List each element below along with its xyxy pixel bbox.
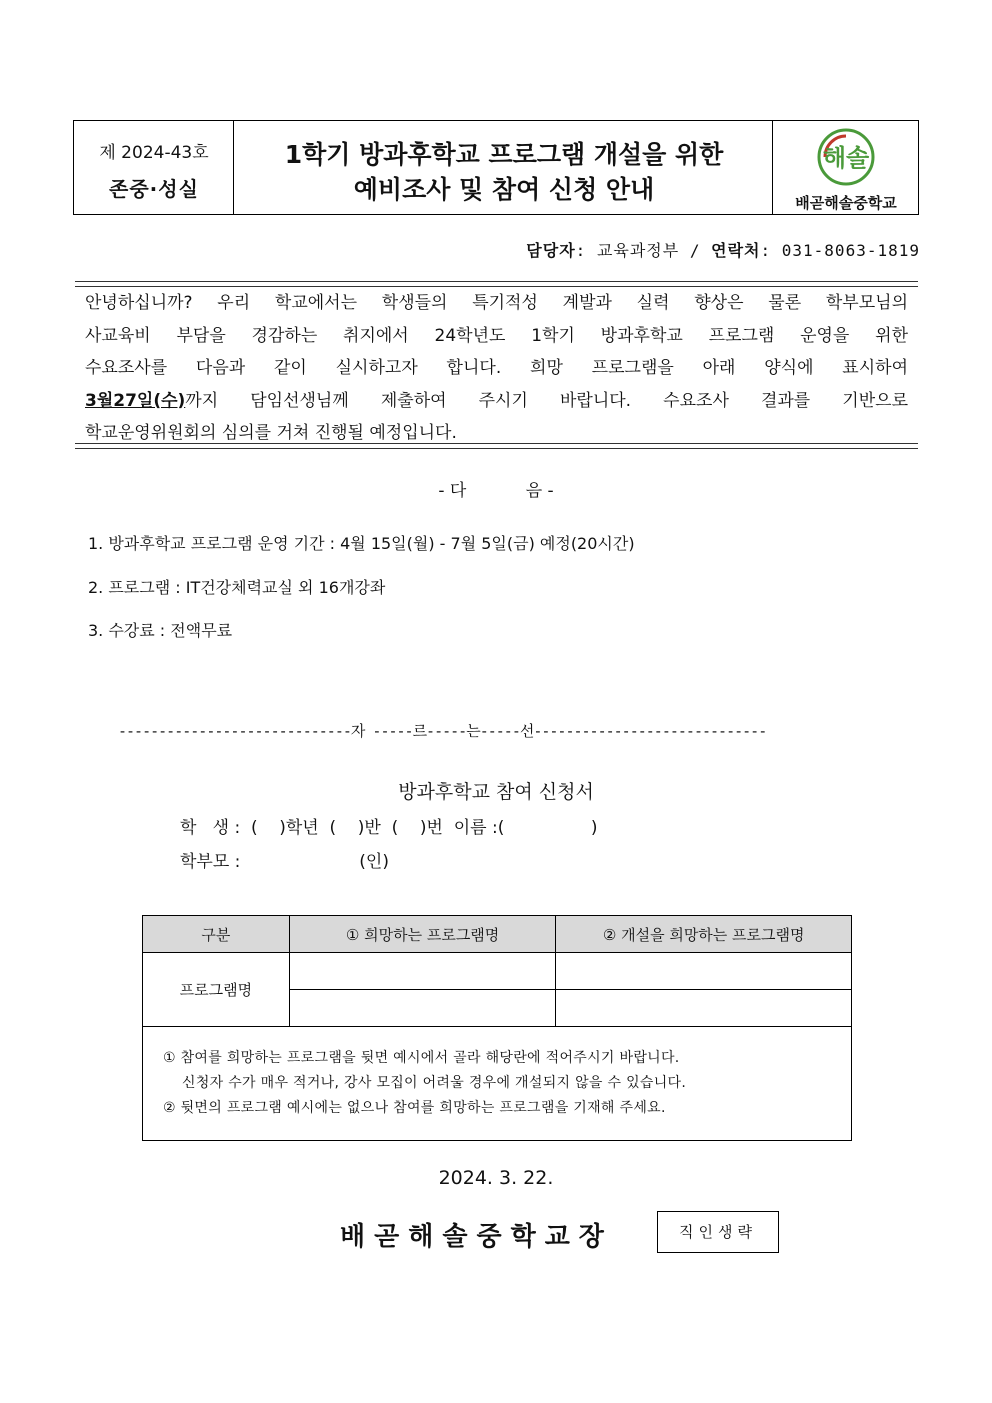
contact-info (526, 238, 920, 261)
document-title-line2: 예비조사 및 참여 신청 안내 (353, 175, 655, 204)
contact-phone-label: 연락처 (711, 241, 761, 260)
parent-info-line: 학부모 : (인) (180, 852, 389, 872)
notice-line: 안녕하십니까? 우리 학교에서는 학생들의 특기적성 계발과 실력 향상은 물론 학부모님의 (85, 293, 908, 313)
header-left-cell (74, 121, 234, 214)
note-line-3: ② 뒷면의 프로그램 예시에는 없으나 참여를 희망하는 프로그램을 기재해 주세요. (163, 1100, 666, 1116)
info-item-fee: 3. 수강료 : 전액무료 (88, 621, 233, 640)
section-title: - 다 음 - (438, 481, 554, 501)
notice-paragraph (85, 287, 908, 450)
form-title: 방과후학교 참여 신청서 (398, 781, 594, 803)
header-desired-program: ① 희망하는 프로그램명 (289, 916, 556, 953)
contact-person-value: : 교육과정부 / (575, 241, 712, 260)
program-table (142, 915, 852, 1141)
document-date: 2024. 3. 22. (438, 1167, 554, 1189)
info-item-period: 1. 방과후학교 프로그램 운영 기간 : 4월 15일(월) - 7월 5일(금) 예정(20시간) (88, 534, 635, 553)
deadline-date: 3월27일(수) (85, 390, 186, 411)
info-item-program: 2. 프로그램 : IT건강체력교실 외 16개강좌 (88, 578, 386, 597)
notice-line: 사교육비 부담을 경감하는 취지에서 24학년도 1학기 방과후학교 프로그램 운영을 위한 (85, 325, 908, 346)
notice-line: 학교운영위원회의 심의를 거쳐 진행될 예정입니다. (85, 423, 457, 443)
contact-phone-value: : 031-8063-1819 (760, 241, 920, 260)
header-category: 구분 (143, 916, 290, 953)
notice-line-text: 까지 담임선생님께 제출하여 주시기 바랍니다. 수요조사 결과를 기반으로 (185, 390, 908, 411)
row-label-program: 프로그램명 (143, 953, 290, 1027)
header-requested-program: ② 개설을 희망하는 프로그램명 (556, 916, 852, 953)
principal-title: 배곧해솔중학교장 (340, 1222, 613, 1252)
table-header-row (143, 916, 852, 953)
contact-person-label: 담당자 (526, 241, 576, 260)
divider-bottom (75, 443, 918, 449)
logo-lettering: 해솔 (822, 144, 870, 172)
note-line-1: ① 참여를 희망하는 프로그램을 뒷면 예시에서 골라 해당란에 적어주시기 바랍니다. (163, 1050, 680, 1066)
school-logo-icon (811, 126, 881, 190)
school-name: 배곧해솔중학교 (795, 194, 897, 212)
notice-line-deadline (85, 385, 908, 418)
requested-program-cell-1[interactable] (556, 953, 852, 990)
table-row (143, 953, 852, 990)
notice-line: 수요조사를 다음과 같이 실시하고자 합니다. 희망 프로그램을 아래 양식에 표시하여 (85, 358, 908, 378)
document-number: 제 2024-43호 (99, 143, 209, 163)
document-title-line1: 1학기 방과후학교 프로그램 개설을 위한 (284, 140, 724, 169)
cut-line: -----------------------------자 -----르-----는-----선----------------------------- (118, 722, 767, 740)
requested-program-cell-2[interactable] (556, 990, 852, 1027)
school-motto: 존중·성실 (109, 177, 199, 201)
table-note-row (143, 1027, 852, 1141)
table-notes (143, 1027, 852, 1141)
document-header (73, 120, 919, 215)
desired-program-cell-1[interactable] (289, 953, 556, 990)
official-seal-box: 직인생략 (657, 1211, 779, 1253)
desired-program-cell-2[interactable] (289, 990, 556, 1027)
student-info-line: 학 생 : ( )학년 ( )반 ( )번 이름 :( ) (180, 818, 598, 838)
note-line-2: 신청자 수가 매우 적거나, 강사 모집이 어려울 경우에 개설되지 않을 수 있습니다. (163, 1075, 687, 1091)
school-logo-cell (772, 121, 918, 214)
